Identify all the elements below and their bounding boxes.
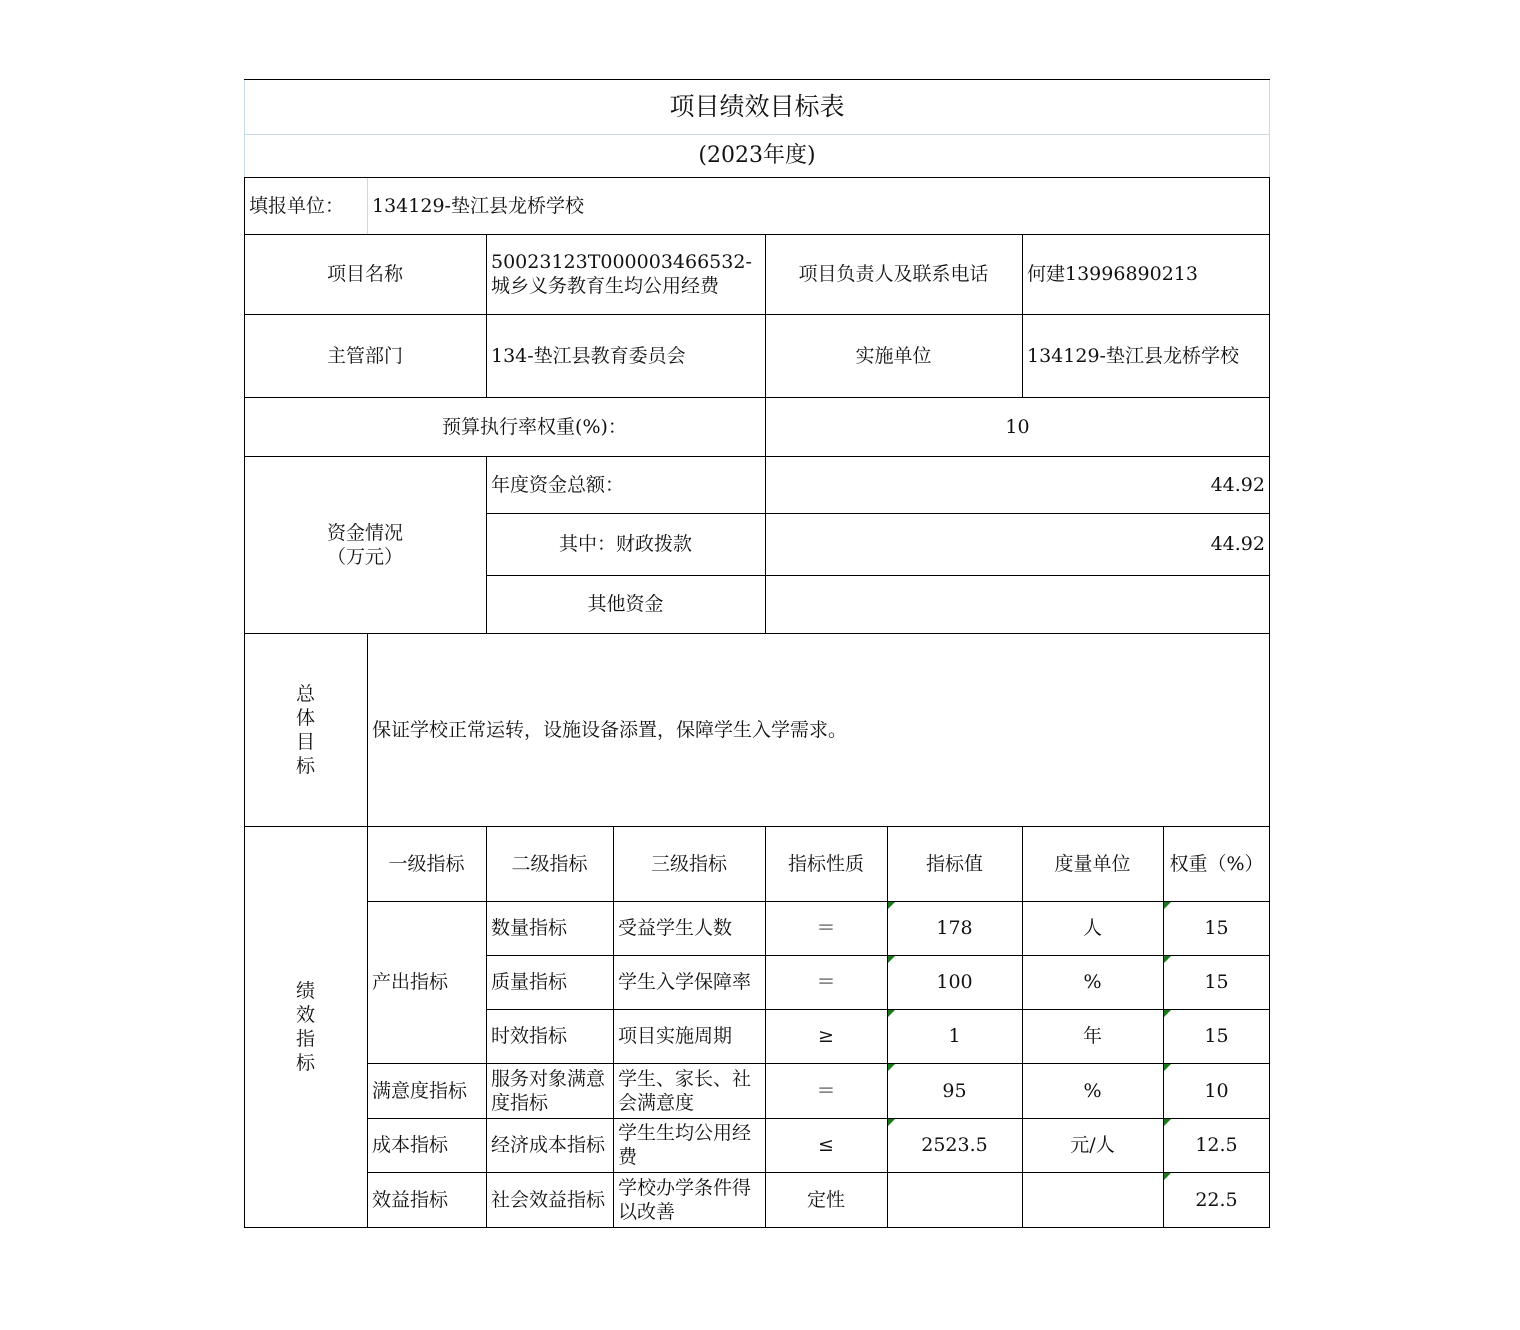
level1-satisfaction: 满意度指标 bbox=[372, 1079, 468, 1102]
impl-value: 134129-垫江县龙桥学校 bbox=[1027, 344, 1239, 367]
unit-cell: 年 bbox=[1082, 1025, 1102, 1047]
nature-cell: ≤ bbox=[818, 1134, 834, 1156]
weight-cell: 15 bbox=[1204, 917, 1229, 939]
header-unit: 度量单位 bbox=[1054, 852, 1131, 875]
level2-cell: 质量指标 bbox=[491, 971, 568, 993]
unit-cell: 元/人 bbox=[1070, 1134, 1115, 1156]
level1-output: 产出指标 bbox=[372, 971, 449, 993]
value-cell: 178 bbox=[936, 917, 973, 939]
nature-cell: ＝ bbox=[816, 1079, 836, 1102]
manager-value: 何建13996890213 bbox=[1027, 263, 1198, 285]
level1-benefit: 效益指标 bbox=[372, 1188, 449, 1211]
weight-cell: 15 bbox=[1204, 971, 1229, 993]
header-weight: 权重（%） bbox=[1169, 852, 1264, 875]
table-title: 项目绩效目标表 bbox=[669, 91, 845, 121]
perf-label bbox=[244, 826, 367, 1227]
cell-note-marker bbox=[1164, 1173, 1171, 1180]
value-cell: 100 bbox=[936, 971, 973, 993]
unit-cell bbox=[1022, 1172, 1163, 1227]
level3-cell: 项目实施周期 bbox=[618, 1025, 733, 1047]
cell-note-marker bbox=[888, 956, 895, 963]
weight-cell: 15 bbox=[1204, 1025, 1229, 1047]
fund-total-label: 年度资金总额： bbox=[491, 473, 625, 496]
level3-cell: 学生生均公用经费 bbox=[618, 1122, 752, 1168]
level2-cell: 社会效益指标 bbox=[491, 1188, 606, 1211]
fund-fiscal-label: 其中：财政拨款 bbox=[558, 533, 692, 555]
fund-other-label: 其他资金 bbox=[587, 593, 664, 615]
cell-note-marker bbox=[1164, 1064, 1171, 1071]
cell-note-marker bbox=[888, 902, 895, 909]
fund-total-value: 44.92 bbox=[1210, 473, 1265, 496]
nature-cell: ＝ bbox=[816, 917, 836, 939]
table-year: (2023年度) bbox=[698, 142, 816, 168]
cell-note-marker bbox=[1164, 1010, 1171, 1017]
level3-cell: 学校办学条件得以改善 bbox=[618, 1176, 752, 1223]
budget-rate-label: 预算执行率权重(%)： bbox=[442, 415, 627, 438]
fund-label-line1: 资金情况 bbox=[326, 521, 403, 544]
level2-cell: 数量指标 bbox=[491, 917, 568, 939]
weight-cell: 12.5 bbox=[1195, 1134, 1238, 1156]
header-level3: 三级指标 bbox=[650, 852, 727, 875]
unit-value: 134129-垫江县龙桥学校 bbox=[372, 194, 584, 217]
perf-label-text: 绩效指标 bbox=[295, 979, 315, 1074]
unit-cell: % bbox=[1083, 1079, 1102, 1102]
impl-label: 实施单位 bbox=[855, 344, 932, 367]
project-name-label: 项目名称 bbox=[326, 263, 403, 285]
goal-text: 保证学校正常运转，设施设备添置，保障学生入学需求。 bbox=[372, 718, 848, 741]
header-nature: 指标性质 bbox=[787, 852, 864, 875]
fund-other-value bbox=[765, 575, 1270, 633]
performance-target-table bbox=[244, 79, 1270, 1228]
value-cell: 2523.5 bbox=[921, 1134, 988, 1156]
dept-label: 主管部门 bbox=[326, 344, 403, 367]
cell-note-marker bbox=[888, 1010, 895, 1017]
header-value: 指标值 bbox=[925, 852, 983, 875]
level1-cost: 成本指标 bbox=[372, 1134, 449, 1156]
fund-fiscal-value: 44.92 bbox=[1210, 533, 1265, 555]
nature-cell: ≥ bbox=[818, 1025, 834, 1047]
weight-cell: 10 bbox=[1204, 1079, 1229, 1102]
unit-cell: 人 bbox=[1082, 917, 1102, 939]
cell-note-marker bbox=[1164, 956, 1171, 963]
fund-label bbox=[244, 456, 486, 633]
goal-label bbox=[244, 633, 367, 826]
nature-cell: ＝ bbox=[816, 971, 836, 993]
level2-cell: 服务对象满意度指标 bbox=[491, 1067, 606, 1114]
level3-cell: 学生、家长、社会满意度 bbox=[618, 1067, 752, 1114]
header-level1: 一级指标 bbox=[388, 852, 465, 875]
level2-cell: 时效指标 bbox=[491, 1025, 568, 1047]
level2-cell: 经济成本指标 bbox=[491, 1134, 606, 1156]
cell-note-marker bbox=[1164, 1119, 1171, 1126]
header-level2: 二级指标 bbox=[511, 852, 588, 875]
cell-note-marker bbox=[888, 1119, 895, 1126]
nature-cell: 定性 bbox=[806, 1188, 845, 1211]
budget-rate-value: 10 bbox=[1005, 415, 1030, 438]
unit-label: 填报单位： bbox=[249, 194, 345, 217]
cell-note-marker bbox=[1164, 902, 1171, 909]
unit-cell: % bbox=[1083, 971, 1102, 993]
manager-label: 项目负责人及联系电话 bbox=[798, 263, 989, 285]
project-name-value: 50023123T000003466532-城乡义务教育生均公用经费 bbox=[491, 251, 752, 297]
level3-cell: 受益学生人数 bbox=[618, 917, 733, 939]
goal-label-text: 总体目标 bbox=[295, 682, 315, 777]
level3-cell: 学生入学保障率 bbox=[618, 971, 752, 993]
cell-note-marker bbox=[888, 1064, 895, 1071]
dept-value: 134-垫江县教育委员会 bbox=[491, 344, 686, 367]
value-cell: 95 bbox=[942, 1079, 967, 1102]
weight-cell: 22.5 bbox=[1195, 1188, 1238, 1211]
value-cell: 1 bbox=[948, 1025, 961, 1047]
value-cell bbox=[887, 1172, 1022, 1227]
fund-label-line2: （万元） bbox=[326, 545, 403, 568]
